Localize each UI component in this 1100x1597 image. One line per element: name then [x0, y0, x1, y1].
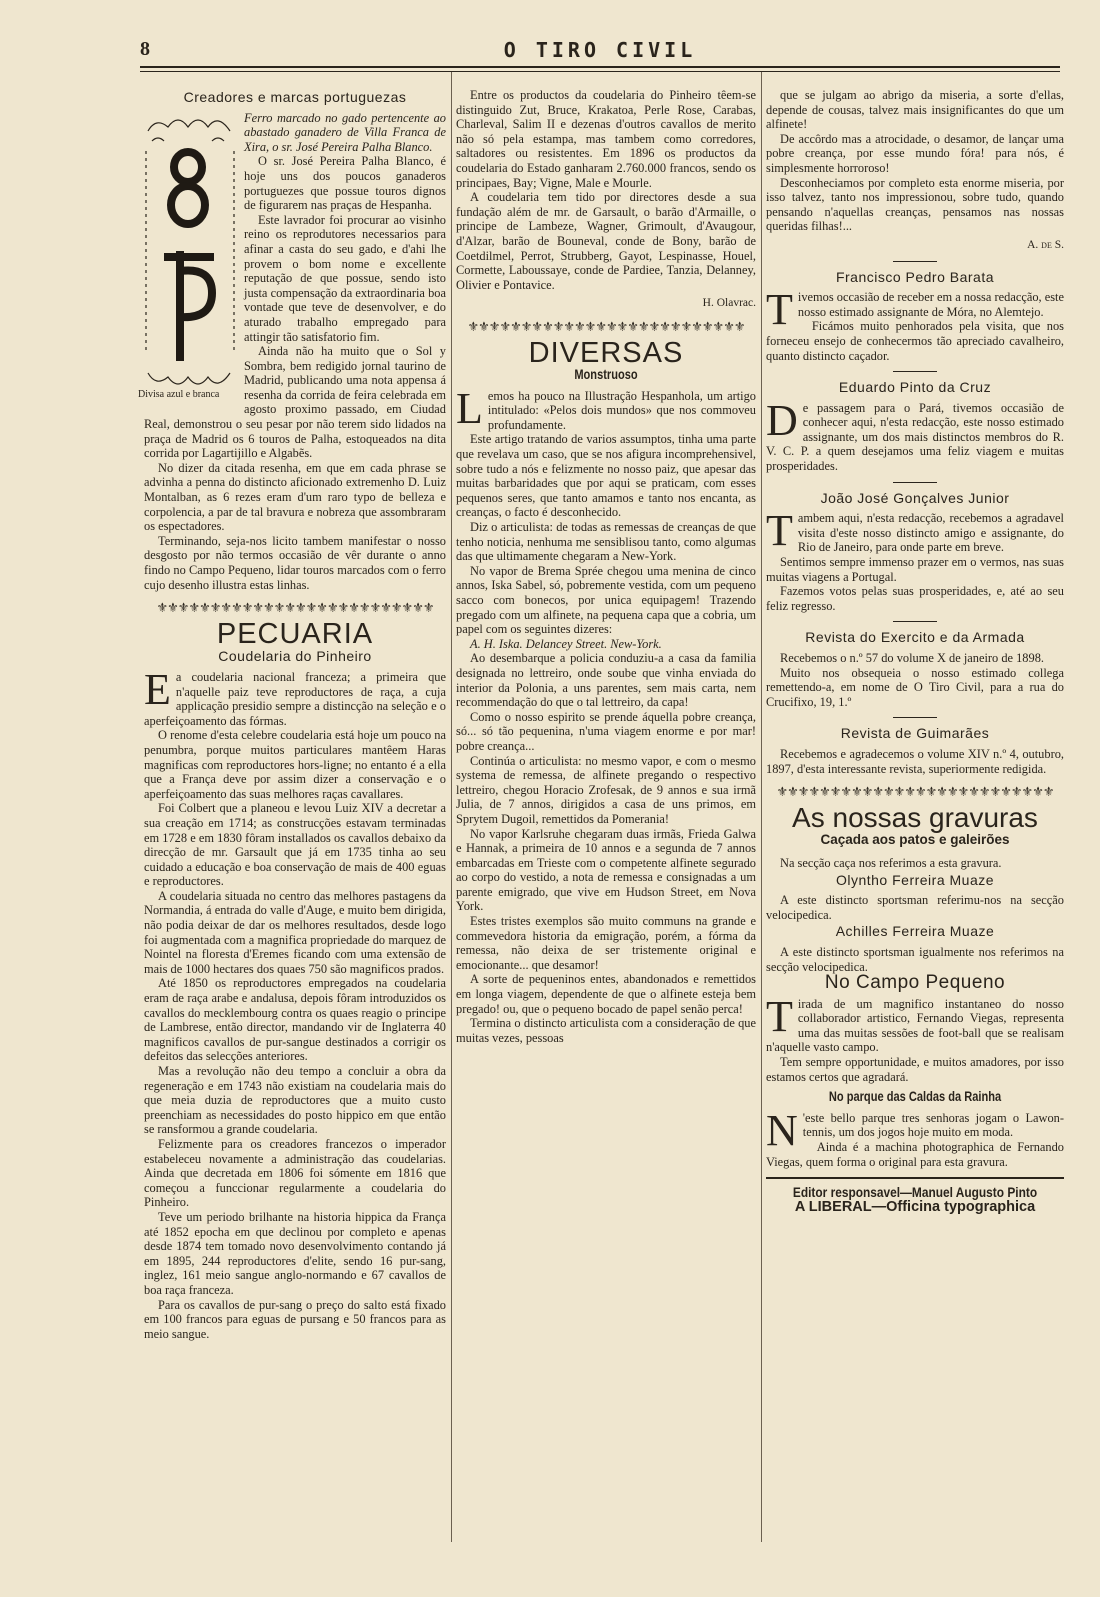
ornament-divider: ⚜⚜⚜⚜⚜⚜⚜⚜⚜⚜⚜⚜⚜⚜⚜⚜⚜⚜⚜⚜⚜⚜⚜⚜⚜⚜ — [776, 786, 1054, 801]
paragraph: Recebemos o n.º 57 do volume X de janeiro de 1898. — [780, 651, 1044, 665]
article-title: No parque das Caldas da Rainha — [828, 1089, 1002, 1105]
paragraph: Terminando, seja-nos licito tambem manifestar o nosso desgosto por não termos occasião de vêr durante o anno findo no Campo Pequeno, lidar touros marcados com o ferro cujo desenho illustra estas linhas. — [144, 533, 446, 592]
signature: H. Olavrac. — [702, 297, 756, 310]
paragraph: Estes tristes exemplos são muito communs na grande e commevedora historia da emigração, porém, a fórma da remessa, não deixa de ser tristemente original e emocionante... que desamor! — [456, 914, 756, 972]
paragraph: Desconheciamos por completo esta enorme miseria, por isso talvez, tanto nos impressionou, sobre tudo, quando pensando n'aquellas creanças, pensamos nas nossas queridas filhas!... — [766, 175, 1064, 234]
paragraph: Para os cavallos de pur-sang o preço do salto está fixado em 100 francos para eguas de pursang e 50 francos para as meio sangue. — [144, 1297, 446, 1341]
paragraph: N 'este bello parque tres senhoras jogam o Lawon-tennis, um dos jogos hoje muito em moda. — [766, 1105, 1064, 1155]
article-title: Eduardo Pinto da Cruz — [838, 379, 992, 396]
ornament-divider: ⚜⚜⚜⚜⚜⚜⚜⚜⚜⚜⚜⚜⚜⚜⚜⚜⚜⚜⚜⚜⚜⚜⚜⚜⚜⚜ — [156, 602, 434, 617]
article-title: Revista do Exercito e da Armada — [805, 629, 1025, 646]
article-title: Francisco Pedro Barata — [835, 268, 995, 285]
divider — [893, 371, 937, 372]
paragraph: Mas a revolução não deu tempo a concluir a obra da regeneração e em 1743 não existiam na coudelaria mais do que meia duzia de reproductores que a muito custo preenchiam as necessidades do posto hippico em que então se ransformou a grande coudelaria. — [144, 1064, 446, 1137]
article-title: Caçada aos patos e galeirões — [820, 832, 1010, 848]
divider — [893, 717, 937, 718]
drop-cap: D — [766, 395, 798, 445]
drop-cap: T — [766, 285, 793, 335]
signature: A. de S. — [1027, 238, 1064, 251]
paragraph: No vapor de Brema Sprée chegou uma menina de cinco annos, Iska Sabel, só, pobremente vestida, com um pequeno sacco com bonecos, por unica equipagem! Trazendo pregado com um alfinete, na pequena capa que a cobria, um papel com os seguintes dizeres: — [456, 563, 756, 637]
paragraph: No vapor Karlsruhe chegaram duas irmãs, Frieda Galwa e Hannak, a primeira de 10 annos e a segunda de 7 annos embarcadas em Trieste com o competente alfinete segurado ao corpo do vestido, a nota de remessa e consignadas a um parente emigrado, que vive em Hudson Street, em Nova York. — [456, 826, 756, 914]
paragraph: Lemos ha pouco na Illustração Hespanhola, um artigo intitulado: «Pelos dois mundos» que nos commoveu profundamente. — [456, 383, 756, 433]
drop-cap: N — [766, 1105, 798, 1155]
paragraph: Recebemos e agradecemos o volume XIV n.º 4, outubro, 1897, d'esta interessante revista, superiormente redigida. — [766, 746, 1064, 776]
paragraph: Ea coudelaria nacional franceza; a primeira que n'aquelle paiz teve reproductores de raça, a cuja applicação presidio sempre a distincção na seleção e o aperfeiçoamento das fórmas. — [144, 664, 446, 728]
paragraph: A este distincto sportsman igualmente nos referimos na secção velocipedica. — [766, 944, 1064, 974]
paragraph: Este artigo tratando de varios assumptos, tinha uma parte que revelava um caso, que se nos afigura incomprehensivel, sobre tudo a nós e felizmente no nosso paiz, que apesar das muitas barbaridades que por aqui se praticam, com esses pequenos seres, que tanto amamos e tanto nos encanta, as creanças, o facto é desconhecido. — [456, 432, 756, 520]
article-title: Achilles Ferreira Muaze — [835, 923, 995, 940]
section-title: PECUARIA — [216, 617, 374, 650]
paragraph: Muito nos obsequeia o nosso estimado collega remettendo-a, em nome de O Tiro Civil, para a rua do Crucifixo, 19, 1.º — [766, 665, 1064, 709]
article-title: Monstruoso — [574, 367, 638, 383]
divider — [893, 482, 937, 483]
header-rule-thin — [140, 71, 1060, 72]
imprint — [766, 1177, 1064, 1214]
brand-mark-icon — [142, 111, 238, 391]
paragraph: A este distincto sportsman referimu-nos na secção velocipedica. — [766, 893, 1064, 922]
paragraph: Como o nosso espirito se prende áquella pobre creança, só... só tão pequenina, n'uma viagem enorme e por mar! pobre creança... — [456, 709, 756, 753]
column-3 — [766, 88, 1064, 1214]
paragraph: A. H. Iska. Delancey Street. New-York. — [470, 636, 662, 651]
masthead: O TIRO CIVIL — [503, 38, 697, 62]
cattle-brand-illustration — [138, 111, 238, 403]
paragraph: Teve um periodo brilhante na historia hippica da França até 1852 epocha em que declinou por completo e apenas desde 1874 tem tomado novo desenvolvimento contando já em 1895, 244 reproductores d'elite, sendo 16 pur-sang, inglez, 161 meio sangue anglo-normando e 67 cavallos de boa raça franceza. — [144, 1209, 446, 1297]
paragraph: De accôrdo mas a atrocidade, o desamor, de lançar uma pobre creança, por esse mundo fóra! para nós, é simplesmente horroroso! — [766, 131, 1064, 175]
paragraph: Tirada de um magnifico instantaneo do nosso collaborador artistico, Fernando Viegas, representa uma das muitas sessões de foot-ball que se realisam n'aquelle vasto campo. — [766, 991, 1064, 1055]
paragraph: Fazemos votos pelas suas prosperidades, e, até ao seu feliz regresso. — [766, 584, 1064, 613]
article-title: Olyntho Ferreira Muaze — [835, 871, 995, 888]
divider — [893, 261, 937, 262]
paragraph: O renome d'esta celebre coudelaria está hoje um pouco na penumbra, porque muitos particulares mantêem Haras magnificas com reproductores hors-ligne; no entanto é a ella que a França deve por assim dizer a conservação e o aperfeiçoamento das suas melhores raças cavallares. — [144, 728, 446, 801]
section-title: As nossas gravuras — [792, 801, 1038, 833]
paragraph: A coudelaria tem tido por directores desde a sua fundação além de mr. de Garsault, o barão d'Armaille, o principe de Lambeze, Wagner, Grimoult, d'Avaugour, d'Alzar, barão de Bouneval, conde de Bony, barão de Coetdilmel, Perrot, Strubberg, Gayot, Lespinasse, Houel, Cormette, Laboussaye, conde de Pardiee, Tanzia, Delanney, Olivier e Pontavice. — [456, 190, 756, 292]
paragraph: Continúa o articulista: no mesmo vapor, e com o mesmo systema de remessa, de alfinete pregando o respectivo lettreiro, chegou Horacio Zrofesak, de 9 annos e sua irmã Julia, de 7 annos, dirigidos a casa de uns primos, em Sprytem Dugoil, remettidos da Pomerania! — [456, 753, 756, 826]
editor-line: Editor responsavel—Manuel Augusto Pinto — [792, 1184, 1038, 1201]
paragraph: O sr. José Pereira Palha Blanco, é hoje uns dos poucos ganaderos portuguezes que possue touros dignos de figurarem nas praças de Hespanha. — [244, 154, 446, 213]
article-title: Creadores e marcas portuguezas — [183, 89, 407, 105]
paragraph: Entre os productos da coudelaria do Pinheiro têem-se distinguido Zut, Bruce, Krakatoa, Perle Rose, Carabas, Charleval, Salim II e dezenas d'outros cavallos de merito não só pela estampa, mas tambem como corredores, saltadores ou resistentes. Em 1896 os productos da coudelaria do Estado ganharam 2.760.000 francos, sendo os principaes, Bay; Vigne, Male e Mourle. — [456, 88, 756, 190]
column-2 — [456, 88, 756, 1045]
drop-cap: E — [144, 664, 171, 714]
paragraph: A coudelaria situada no centro das melhores pastagens da Normandia, á entrada do valle d'Auge, e muito bem dirigida, não podia deixar de dar os melhores resultados, desde logo foi augmentada com a magnifica propriedade do marquez de Nointel na floresta d'Eremes ficando com uma extensão de mais de 1000 hectares dos quaes 750 são magnificos prados. — [144, 888, 446, 976]
paragraph: Ao desembarque a policia conduziu-a a casa da familia designada no lettreiro, onde soube que vinha enviada do interior da Polonia, a uns parentes, sem mais carta, nem recommendação do que o tal lettreiro, da capa! — [456, 651, 756, 710]
divider — [893, 621, 937, 622]
column-divider — [761, 72, 762, 1542]
paragraph: Ficámos muito penhorados pela visita, que nos forneceu ensejo de conhecermos tão apreciado cavalheiro, quanto distincto caçador. — [766, 319, 1064, 363]
paragraph: Felizmente para os creadores francezos o imperador estabeleceu novamente a administração das coudelarias. Ainda que decretada em 1806 foi sómente em 1816 que começou a funccionar regularmente a coudelaria do Pinheiro. — [144, 1136, 446, 1210]
paragraph: Ainda é a machina photographica de Fernando Viegas, quem forma o original para esta gravura. — [766, 1140, 1064, 1169]
article-title: Coudelaria do Pinheiro — [218, 648, 372, 665]
page-number: 8 — [140, 38, 150, 60]
drop-cap: L — [456, 383, 483, 433]
column-divider — [451, 72, 452, 1542]
brand-intro: Ferro marcado no gado pertencente ao abastado ganadero de Villa Franca de Xira, o sr. José Pereira Palha Blanco. — [244, 110, 446, 154]
paragraph: A sorte de pequeninos entes, abandonados e remettidos em longa viagem, dependente de que o alfinete esteja bem pregado! ou, que o pequeno bocado de papel senão perca! — [456, 972, 756, 1016]
page-header — [140, 38, 1060, 68]
paragraph: Termina o distincto articulista com a consideração de que muitas vezes, pessoas — [456, 1016, 756, 1045]
printer-line: A LIBERAL—Officina typographica — [794, 1198, 1036, 1215]
paragraph: Diz o articulista: de todas as remessas de creanças de que tenho noticia, nenhuma me sensiblisou tanto, como algumas das que ultimamente chegaram a New-York. — [456, 520, 756, 564]
paragraph: Tem sempre opportunidade, e muitos amadores, por isso estamos certos que agradará. — [766, 1055, 1064, 1084]
ornament-divider: ⚜⚜⚜⚜⚜⚜⚜⚜⚜⚜⚜⚜⚜⚜⚜⚜⚜⚜⚜⚜⚜⚜⚜⚜⚜⚜ — [467, 320, 745, 335]
article-title: Revista de Guimarães — [840, 725, 990, 742]
paragraph: Na secção caça nos referimos a esta gravura. — [780, 855, 1002, 870]
paragraph: Sentimos sempre immenso prazer em o vermos, nas suas muitas viagens a Portugal. — [766, 555, 1064, 584]
article-title: No Campo Pequeno — [824, 972, 1006, 994]
drop-cap: T — [766, 506, 793, 556]
paragraph: Ainda não ha muito que o Sol y Sombra, bem redigido jornal taurino de Madrid, publicando uma nota appensa á resenha da corrida de feira celebrada em agosto proximo passado, em Ciudad Real, demonstrou o seu pesar por não terem sido lidados na praça de Madrid os 6 touros de Palha, estoqueados na dita corrida por Lagartijillo e Algabẽs. — [144, 344, 446, 461]
paragraph: Até 1850 os reproductores empregados na coudelaria eram de raça arabe e andalusa, depois fôram introduzidos os cavallos do mecklembourg contra os quaes reagio o principe de Lambrese, então director, mandando vir de Inglaterra 40 magnificos cavallos de pur-sangue destinados a corrigir os defeitos das selecções anteriores. — [144, 976, 446, 1064]
paragraph: De passagem para o Pará, tivemos occasião de conhecer aqui, n'esta redacção, este nosso estimado assignante, um dos mais distinctos membros do R. V. C. P. a quem desejamos uma feliz viagem e muitas prosperidades. — [766, 395, 1064, 474]
paragraph: Foi Colbert que a planeou e levou Luiz XIV a decretar a sua creação em 1714; as construcções estavam terminadas em 1728 e em 1830 fôram installados os cavallos debaixo da direcção de mr. Garsault que já em 1735 tinha ao seu cuidado a educação e boa conservação de mais de 400 eguas e reproductores. — [144, 801, 446, 889]
section-title: DIVERSAS — [528, 336, 684, 369]
article-title: João José Gonçalves Junior — [820, 489, 1010, 506]
brand-caption: Divisa azul e branca — [138, 389, 220, 400]
drop-cap: T — [766, 991, 793, 1041]
paragraph: Tambem aqui, n'esta redacção, recebemos a agradavel visita d'este nosso distincto amigo e assignante, do Rio de Janeiro, para onde parte em breve. — [766, 506, 1064, 556]
paragraph: que se julgam ao abrigo da miseria, a sorte d'ellas, depende de cousas, talvez mais insignificantes do que um alfinete! — [766, 88, 1064, 132]
header-rule — [140, 66, 1060, 68]
column-1 — [138, 88, 446, 1341]
paragraph: Tivemos occasião de receber em a nossa redacção, este nosso estimado assignante de Móra, no Alemtejo. — [766, 285, 1064, 335]
paragraph: Este lavrador foi procurar ao visinho reino os reprodutores necessarios para afinar a casta do seu gado, e d'ahi lhe provem o bom nome e excellente reputação de que possue, sendo isto justa compensação da extraordinaria boa vontade que teve de desenvolver, e do aturado trabalho empregado para attingir tão satisfatorio fim. — [244, 212, 446, 344]
paragraph: No dizer da citada resenha, em que em cada phrase se advinha a penna do distincto aficionado extremenho D. Luiz Montalban, as 6 rezes eram d'um raro typo de belleza e corpolencia, a par de tal bravura e nobreza que assombraram os espectadores. — [144, 460, 446, 534]
